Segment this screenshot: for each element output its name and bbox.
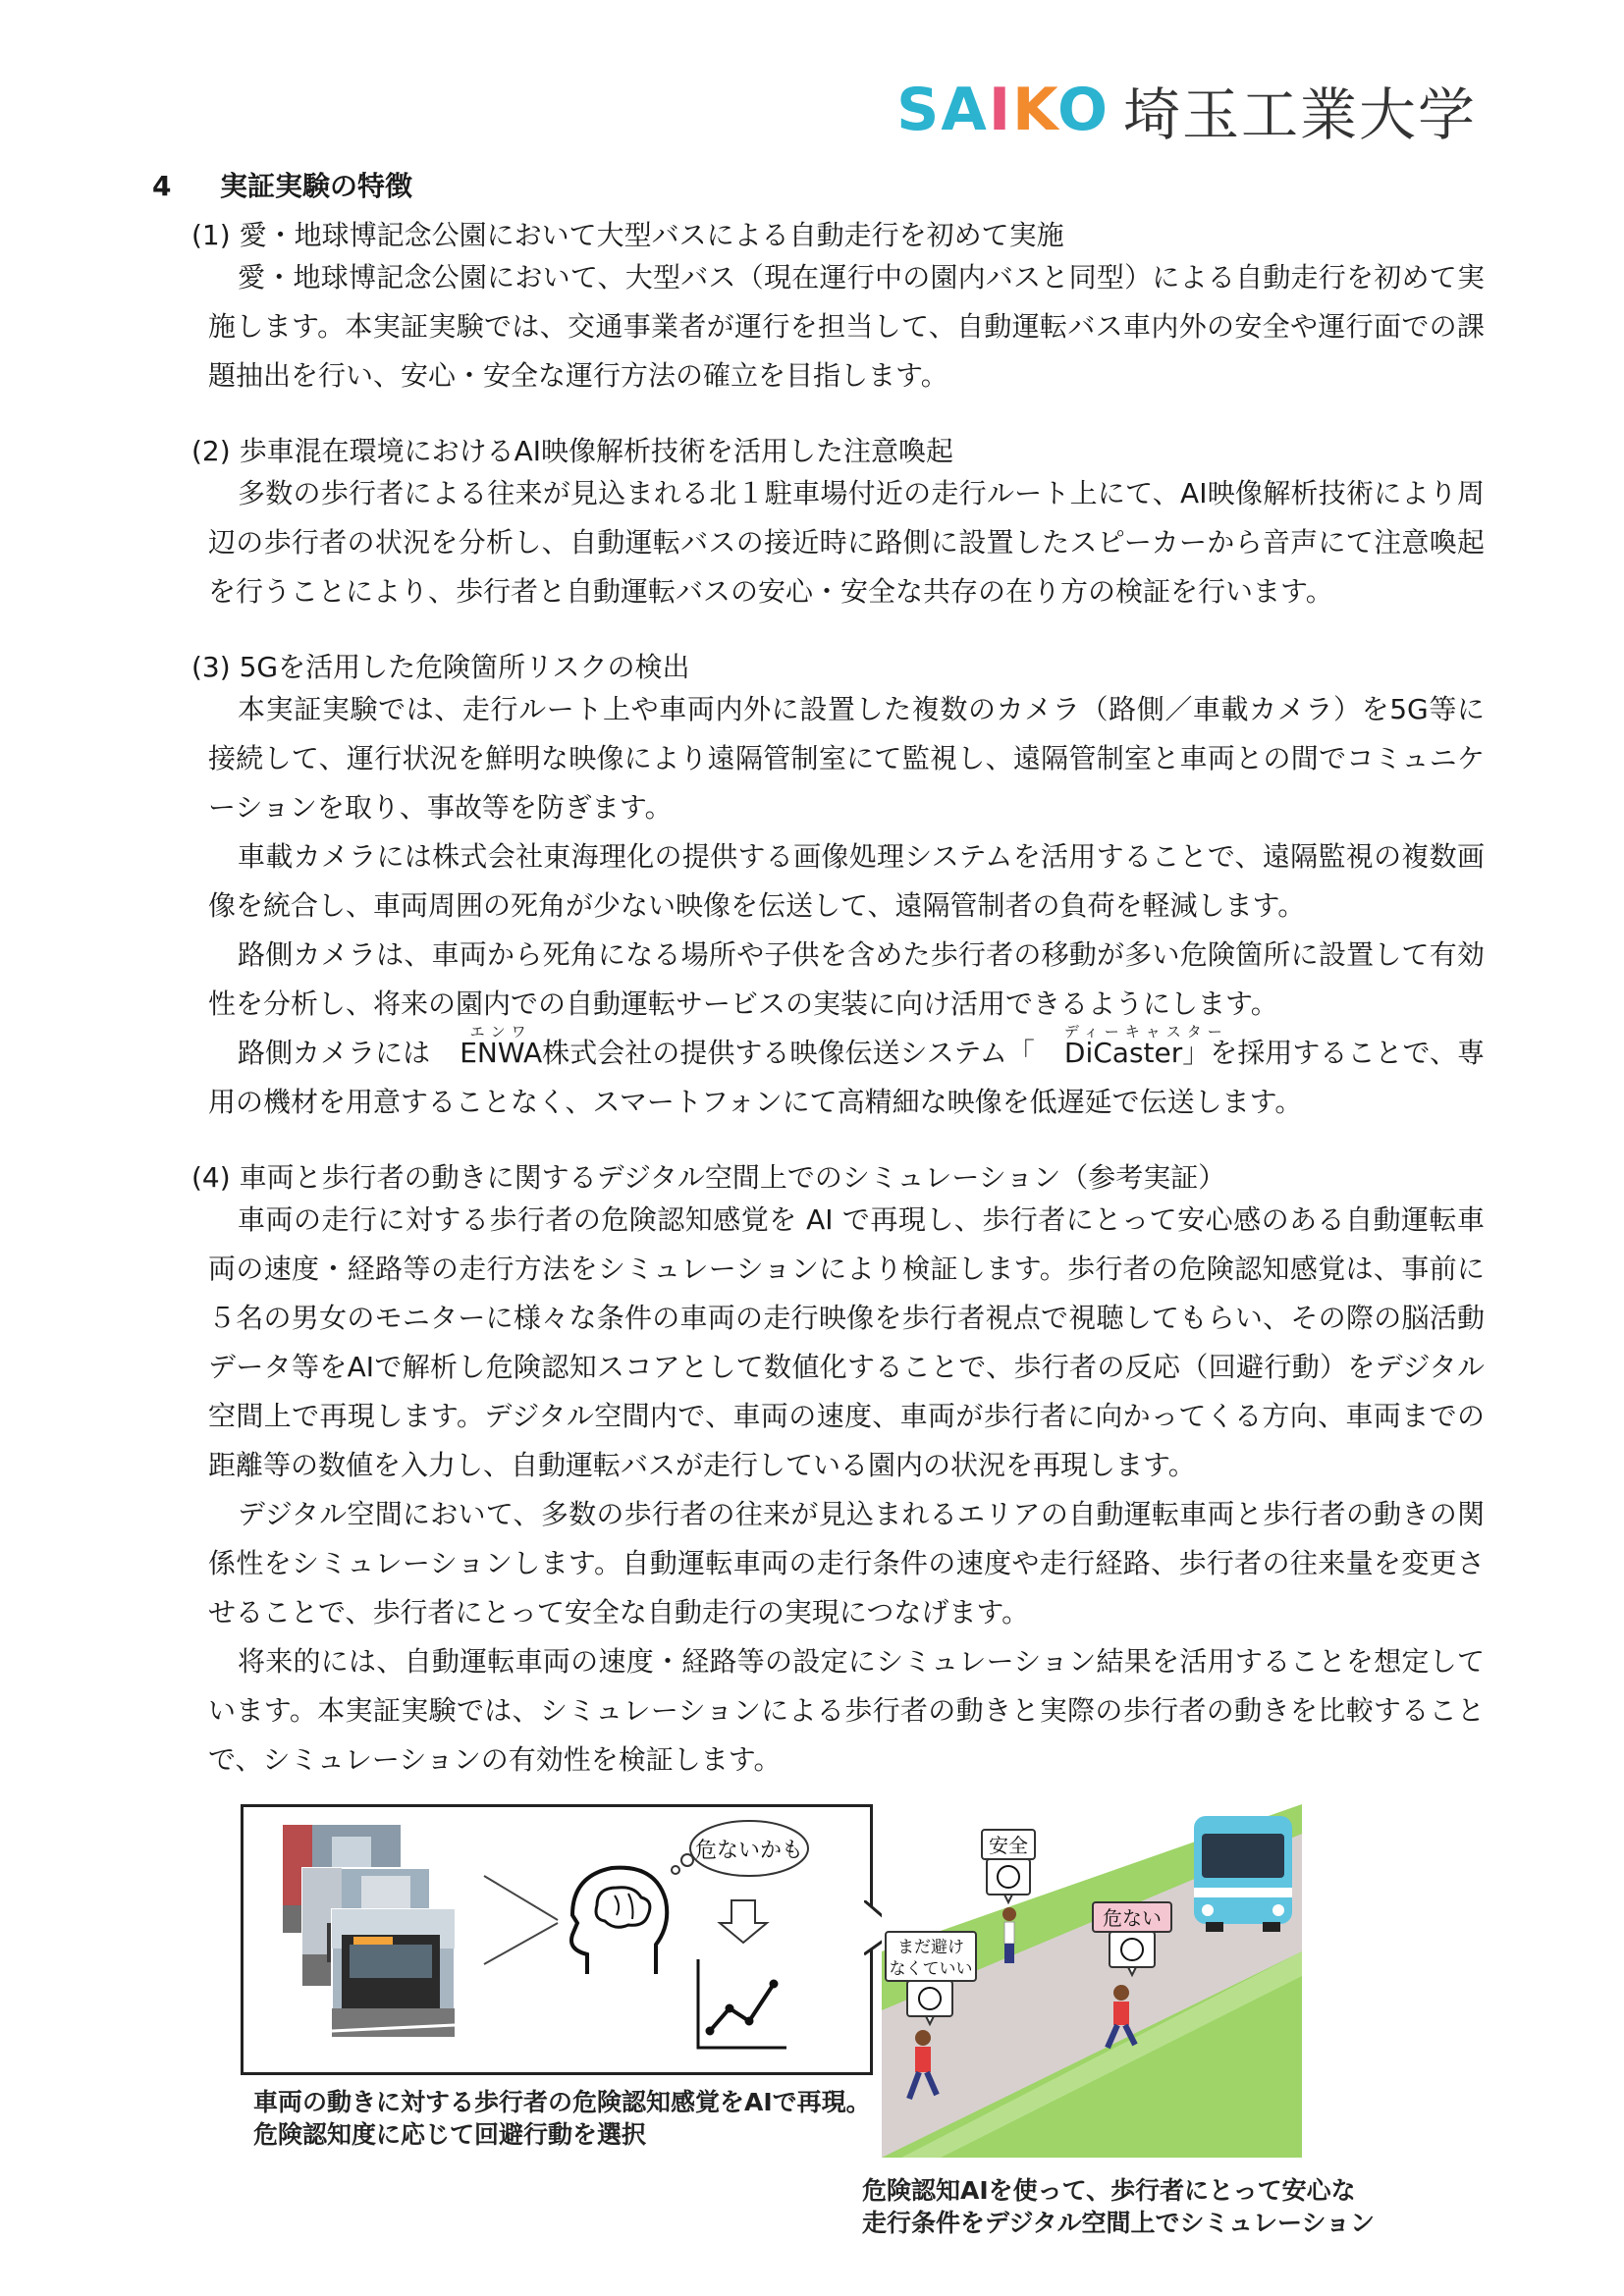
speech-danger-text: 危ない xyxy=(1103,1906,1162,1930)
down-arrow-icon xyxy=(720,1900,767,1943)
brain-head-icon xyxy=(571,1868,667,1974)
section-title: 実証実験の特徴 xyxy=(219,170,412,202)
pedestrian-figure xyxy=(1002,1907,1016,1963)
simulation-illustration xyxy=(882,1804,1302,2158)
connector-line-top xyxy=(484,1876,558,1920)
item-4-paragraph-2: デジタル空間において、多数の歩行者の往来が見込まれるエリアの自動運転車両と歩行者の動きの関係性をシミュレーションします。自動運転車両の走行条件の速度や走行経路、歩行者の往来量を変更させることで、歩行者にとって安全な自動走行の実現につなげます。 xyxy=(208,1498,1485,1629)
university-name: 埼玉工業大学 xyxy=(1122,81,1477,148)
saiko-logo-mark: SAIKO xyxy=(896,76,1110,144)
line-chart-icon xyxy=(698,1959,786,2048)
item-3-paragraph-1: 本実証実験では、走行ルート上や車両内外に設置した複数のカメラ（路側／車載カメラ）を5G等に接続して、運行状況を鮮明な映像により遠隔管制室にて監視し、遠隔管制室と車両との間でコミュニケーションを取り、事故等を防ぎます。 xyxy=(208,693,1485,824)
item-4-paragraph-3: 将来的には、自動運転車両の速度・経路等の設定にシミュレーション結果を活用することを想定しています。本実証実験では、シミュレーションによる歩行者の動きと実際の歩行者の動きを比較することで、シミュレーションの有効性を検証します。 xyxy=(208,1645,1485,1776)
caption-left xyxy=(253,2086,871,2151)
caption-left-line-1: 車両の動きに対する歩行者の危険認知感覚をAIで再現。 xyxy=(253,2088,871,2116)
caption-right xyxy=(862,2174,1375,2239)
item-2-heading: (2) 歩車混在環境におけるAI映像解析技術を活用した注意喚起 xyxy=(191,435,953,467)
ai-cognition-figure xyxy=(241,1804,873,2075)
item-3-heading: (3) 5Gを活用した危険箇所リスクの検出 xyxy=(191,651,690,683)
thought-bubble xyxy=(672,1821,808,1876)
item-1-paragraph: 愛・地球博記念公園において、大型バス（現在運行中の園内バスと同型）による自動走行を初めて実施します。本実証実験では、交通事業者が運行を担当して、自動運転バス車内外の安全や運行面での課題抽出を行い、安心・安全な運行方法の確立を目指します。 xyxy=(208,261,1485,392)
speech-not-yet-line-2: なくていい xyxy=(889,1959,973,1979)
item-3-paragraph-3: 路側カメラは、車両から死角になる場所や子供を含めた歩行者の移動が多い危険箇所に設置して有効性を分析し、将来の園内での自動運転サービスの実装に向け活用できるようにします。 xyxy=(208,938,1485,1020)
ruby-dicaster: ディーキャスター DiCaster xyxy=(1063,1023,1228,1069)
speech-not-yet-line-1: まだ避け xyxy=(897,1938,964,1957)
item-4-paragraph-1: 車両の走行に対する歩行者の危険認知感覚を AI で再現し、歩行者にとって安心感のある自動運転車両の速度・経路等の走行方法をシミュレーションにより検証します。歩行者の危険認知感覚は、事前に５名の男女のモニターに様々な条件の車両の走行映像を歩行者視点で視聴してもらい、その際の脳活動データ等をAIで解析し危険認知スコアとして数値化することで、歩行者の反応（回避行動）をデジタル空間上で再現します。デジタル空間内で、車両の速度、車両が歩行者に向かってくる方向、車両までの距離等の数値を入力し、自動運転バスが走行している園内の状況を再現します。 xyxy=(208,1203,1485,1481)
item-3-paragraph-2: 車載カメラには株式会社東海理化の提供する画像処理システムを活用することで、遠隔監視の複数画像を統合し、車両周囲の死角が少ない映像を伝送して、遠隔管制者の負荷を軽減します。 xyxy=(208,840,1485,922)
connector-line-bottom xyxy=(484,1923,558,1964)
ai-cognition-illustration xyxy=(244,1807,870,2072)
caption-right-line-2: 走行条件をデジタル空間上でシミュレーション xyxy=(862,2209,1376,2237)
item-1-heading: (1) 愛・地球博記念公園において大型バスによる自動走行を初めて実施 xyxy=(191,219,1064,251)
bus-icon xyxy=(1194,1816,1292,1932)
ruby-enwa: エンワ ENWA xyxy=(460,1023,543,1069)
section-heading xyxy=(152,165,412,204)
digital-simulation-figure xyxy=(882,1804,1302,2158)
section-number: 4 xyxy=(152,170,172,202)
street-video-frames xyxy=(283,1825,455,2037)
speech-safe-text: 安全 xyxy=(989,1834,1028,1857)
item-4-heading: (4) 車両と歩行者の動きに関するデジタル空間上でのシミュレーション（参考実証） xyxy=(191,1161,1226,1194)
item-2-paragraph: 多数の歩行者による往来が見込まれる北１駐車場付近の走行ルート上にて、AI映像解析技術により周辺の歩行者の状況を分析し、自動運転バスの接近時に路側に設置したスピーカーから音声にて注意喚起を行うことにより、歩行者と自動運転バスの安心・安全な共存の在り方の検証を行います。 xyxy=(208,477,1485,608)
speech-bubble-safe xyxy=(982,1830,1035,1902)
caption-left-line-2: 危険認知度に応じて回避行動を選択 xyxy=(253,2120,647,2149)
thought-bubble-text: 危ないかも xyxy=(694,1839,804,1863)
item-3-paragraph-4: 路側カメラには エンワ ENWA株式会社の提供する映像伝送システム「 ディーキャスター DiCaster」を採用することで、専用の機材を用意することなく、スマートフォンにて高精細な映像を低遅延で伝送します。 xyxy=(208,1023,1485,1118)
caption-right-line-1: 危険認知AIを使って、歩行者にとって安心な xyxy=(862,2176,1356,2205)
university-logo xyxy=(896,69,1477,151)
